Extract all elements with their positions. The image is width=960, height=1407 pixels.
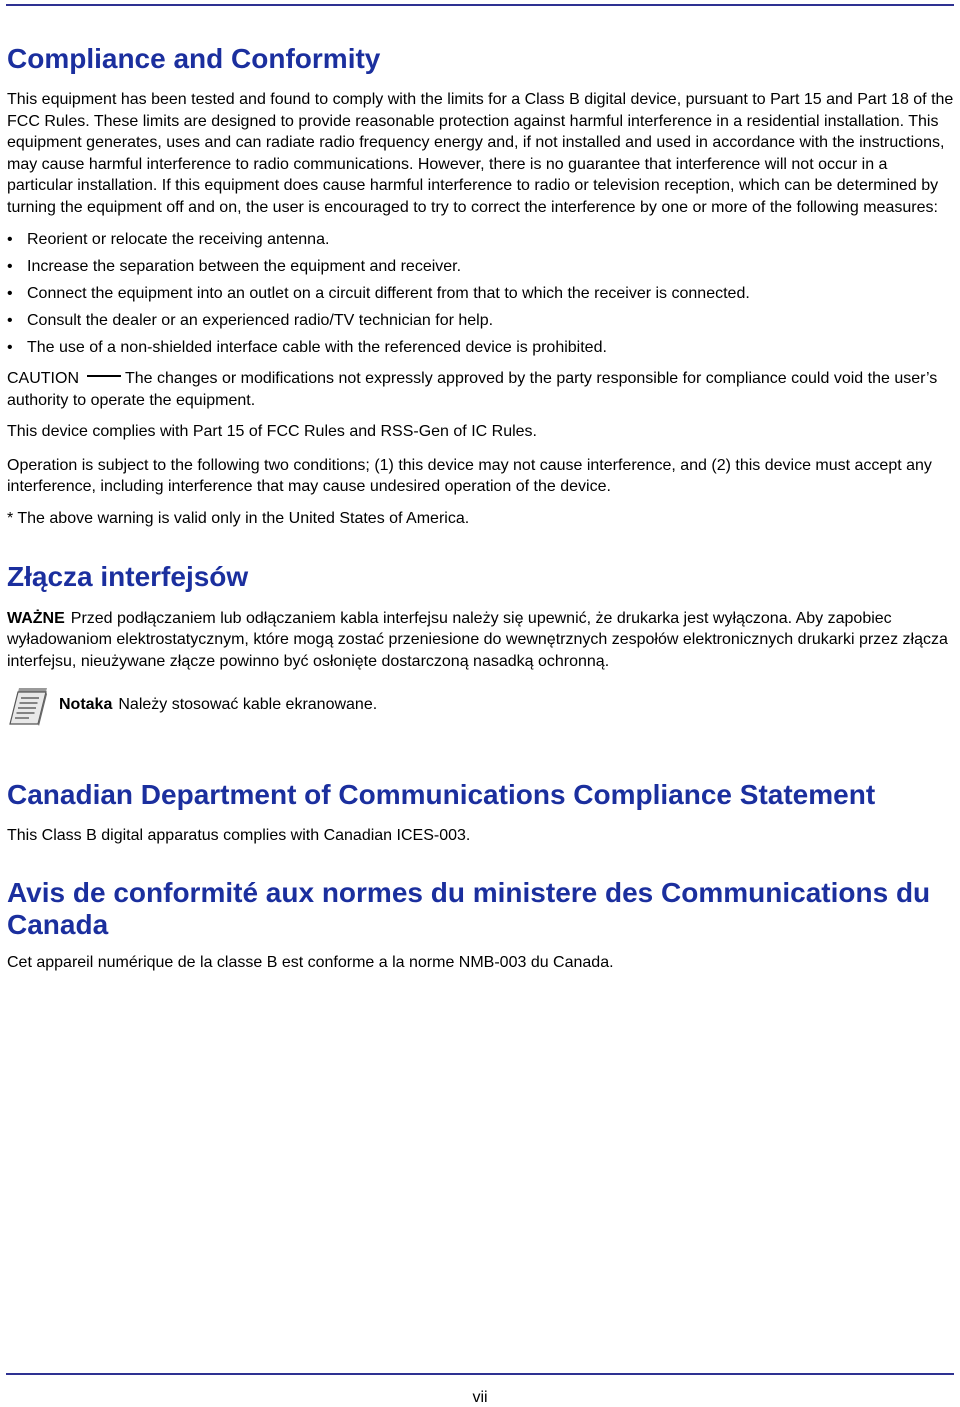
page-content	[7, 42, 955, 974]
bottom-rule	[6, 1373, 954, 1375]
note-body: Należy stosować kable ekranowane.	[118, 696, 378, 714]
measures-list	[7, 229, 955, 359]
list-item-text: Consult the dealer or an experienced radio/TV technician for help.	[27, 311, 494, 329]
section-heading-zlacza: Złącza interfejsów	[7, 560, 249, 592]
top-rule	[6, 4, 954, 6]
bullet-icon: •	[7, 284, 13, 302]
bullet-icon: •	[7, 338, 13, 356]
list-item-text: Increase the separation between the equipment and receiver.	[27, 257, 462, 275]
wazne-text: Przed podłączaniem lub odłączaniem kabla interfejsu należy się upewnić, że drukarka jest wyłączona. Aby zapobiec wyładowaniom elektrostatycznym, które mogą zostać przeniesione do wewnętrznych zespołów elektronicznych drukarki przez złącza interfejsu, nieużywane złącze powinno być osłonięte dostarczoną nasadką ochronną.	[7, 609, 948, 670]
bullet-icon: •	[7, 311, 13, 329]
list-item	[7, 256, 955, 278]
list-item-text: Connect the equipment into an outlet on a circuit different from that to which the receiver is connected.	[27, 284, 750, 302]
fcc-paragraph: This equipment has been tested and found to comply with the limits for a Class B digital device, pursuant to Part 15 and Part 18 of the FCC Rules. These limits are designed to provide reasonable protection against harmful interference in a residential installation. This equipment generates, uses and can radiate radio frequency energy and, if not installed and used in accordance with the instructions, may cause harmful interference to radio communications. However, there is no guarantee that interference will not occur in a particular installation. If this equipment does cause harmful interference to radio or television reception, which can be determined by turning the equipment off and on, the user is encouraged to try to correct the interference by one or more of the following measures:	[7, 91, 954, 216]
caution-text: The changes or modifications not expressly approved by the party responsible for compliance could void the user’s authority to operate the equipment.	[7, 370, 938, 409]
bullet-icon: •	[7, 257, 13, 275]
fcc-part15-paragraph: This device complies with Part 15 of FCC Rules and RSS-Gen of IC Rules.	[7, 423, 537, 441]
caution-paragraph	[7, 368, 955, 411]
section-heading-canadian: Canadian Department of Communications Compliance Statement	[7, 779, 876, 811]
canadian-paragraph: This Class B digital apparatus complies with Canadian ICES-003.	[7, 827, 471, 845]
note-icon	[7, 684, 51, 728]
list-item-text: The use of a non-shielded interface cable with the referenced device is prohibited.	[27, 338, 607, 356]
section-heading-avis: Avis de conformité aux normes du ministere des Communications du Canada	[7, 877, 931, 941]
bullet-icon: •	[7, 230, 13, 248]
wazne-label: WAŻNE	[7, 609, 65, 627]
note-callout	[7, 684, 955, 732]
caution-label: CAUTION	[7, 370, 79, 388]
list-item-text: Reorient or relocate the receiving antenna.	[27, 230, 330, 248]
wazne-paragraph	[7, 608, 955, 673]
note-text	[59, 694, 377, 716]
list-item	[7, 283, 955, 305]
warning-note: * The above warning is valid only in the United States of America.	[7, 510, 470, 528]
operation-paragraph: Operation is subject to the following two conditions; (1) this device may not cause interference, and (2) this device must accept any interference, including interference that may cause undesired operation of the device.	[7, 456, 932, 496]
avis-paragraph: Cet appareil numérique de la classe B est conforme a la norme NMB-003 du Canada.	[7, 954, 614, 972]
note-label: Notaka	[59, 696, 113, 714]
caution-dash	[87, 375, 121, 377]
list-item	[7, 310, 955, 332]
page-number: vii	[472, 1389, 488, 1406]
section-heading-compliance: Compliance and Conformity	[7, 43, 381, 74]
list-item	[7, 337, 955, 359]
list-item	[7, 229, 955, 251]
